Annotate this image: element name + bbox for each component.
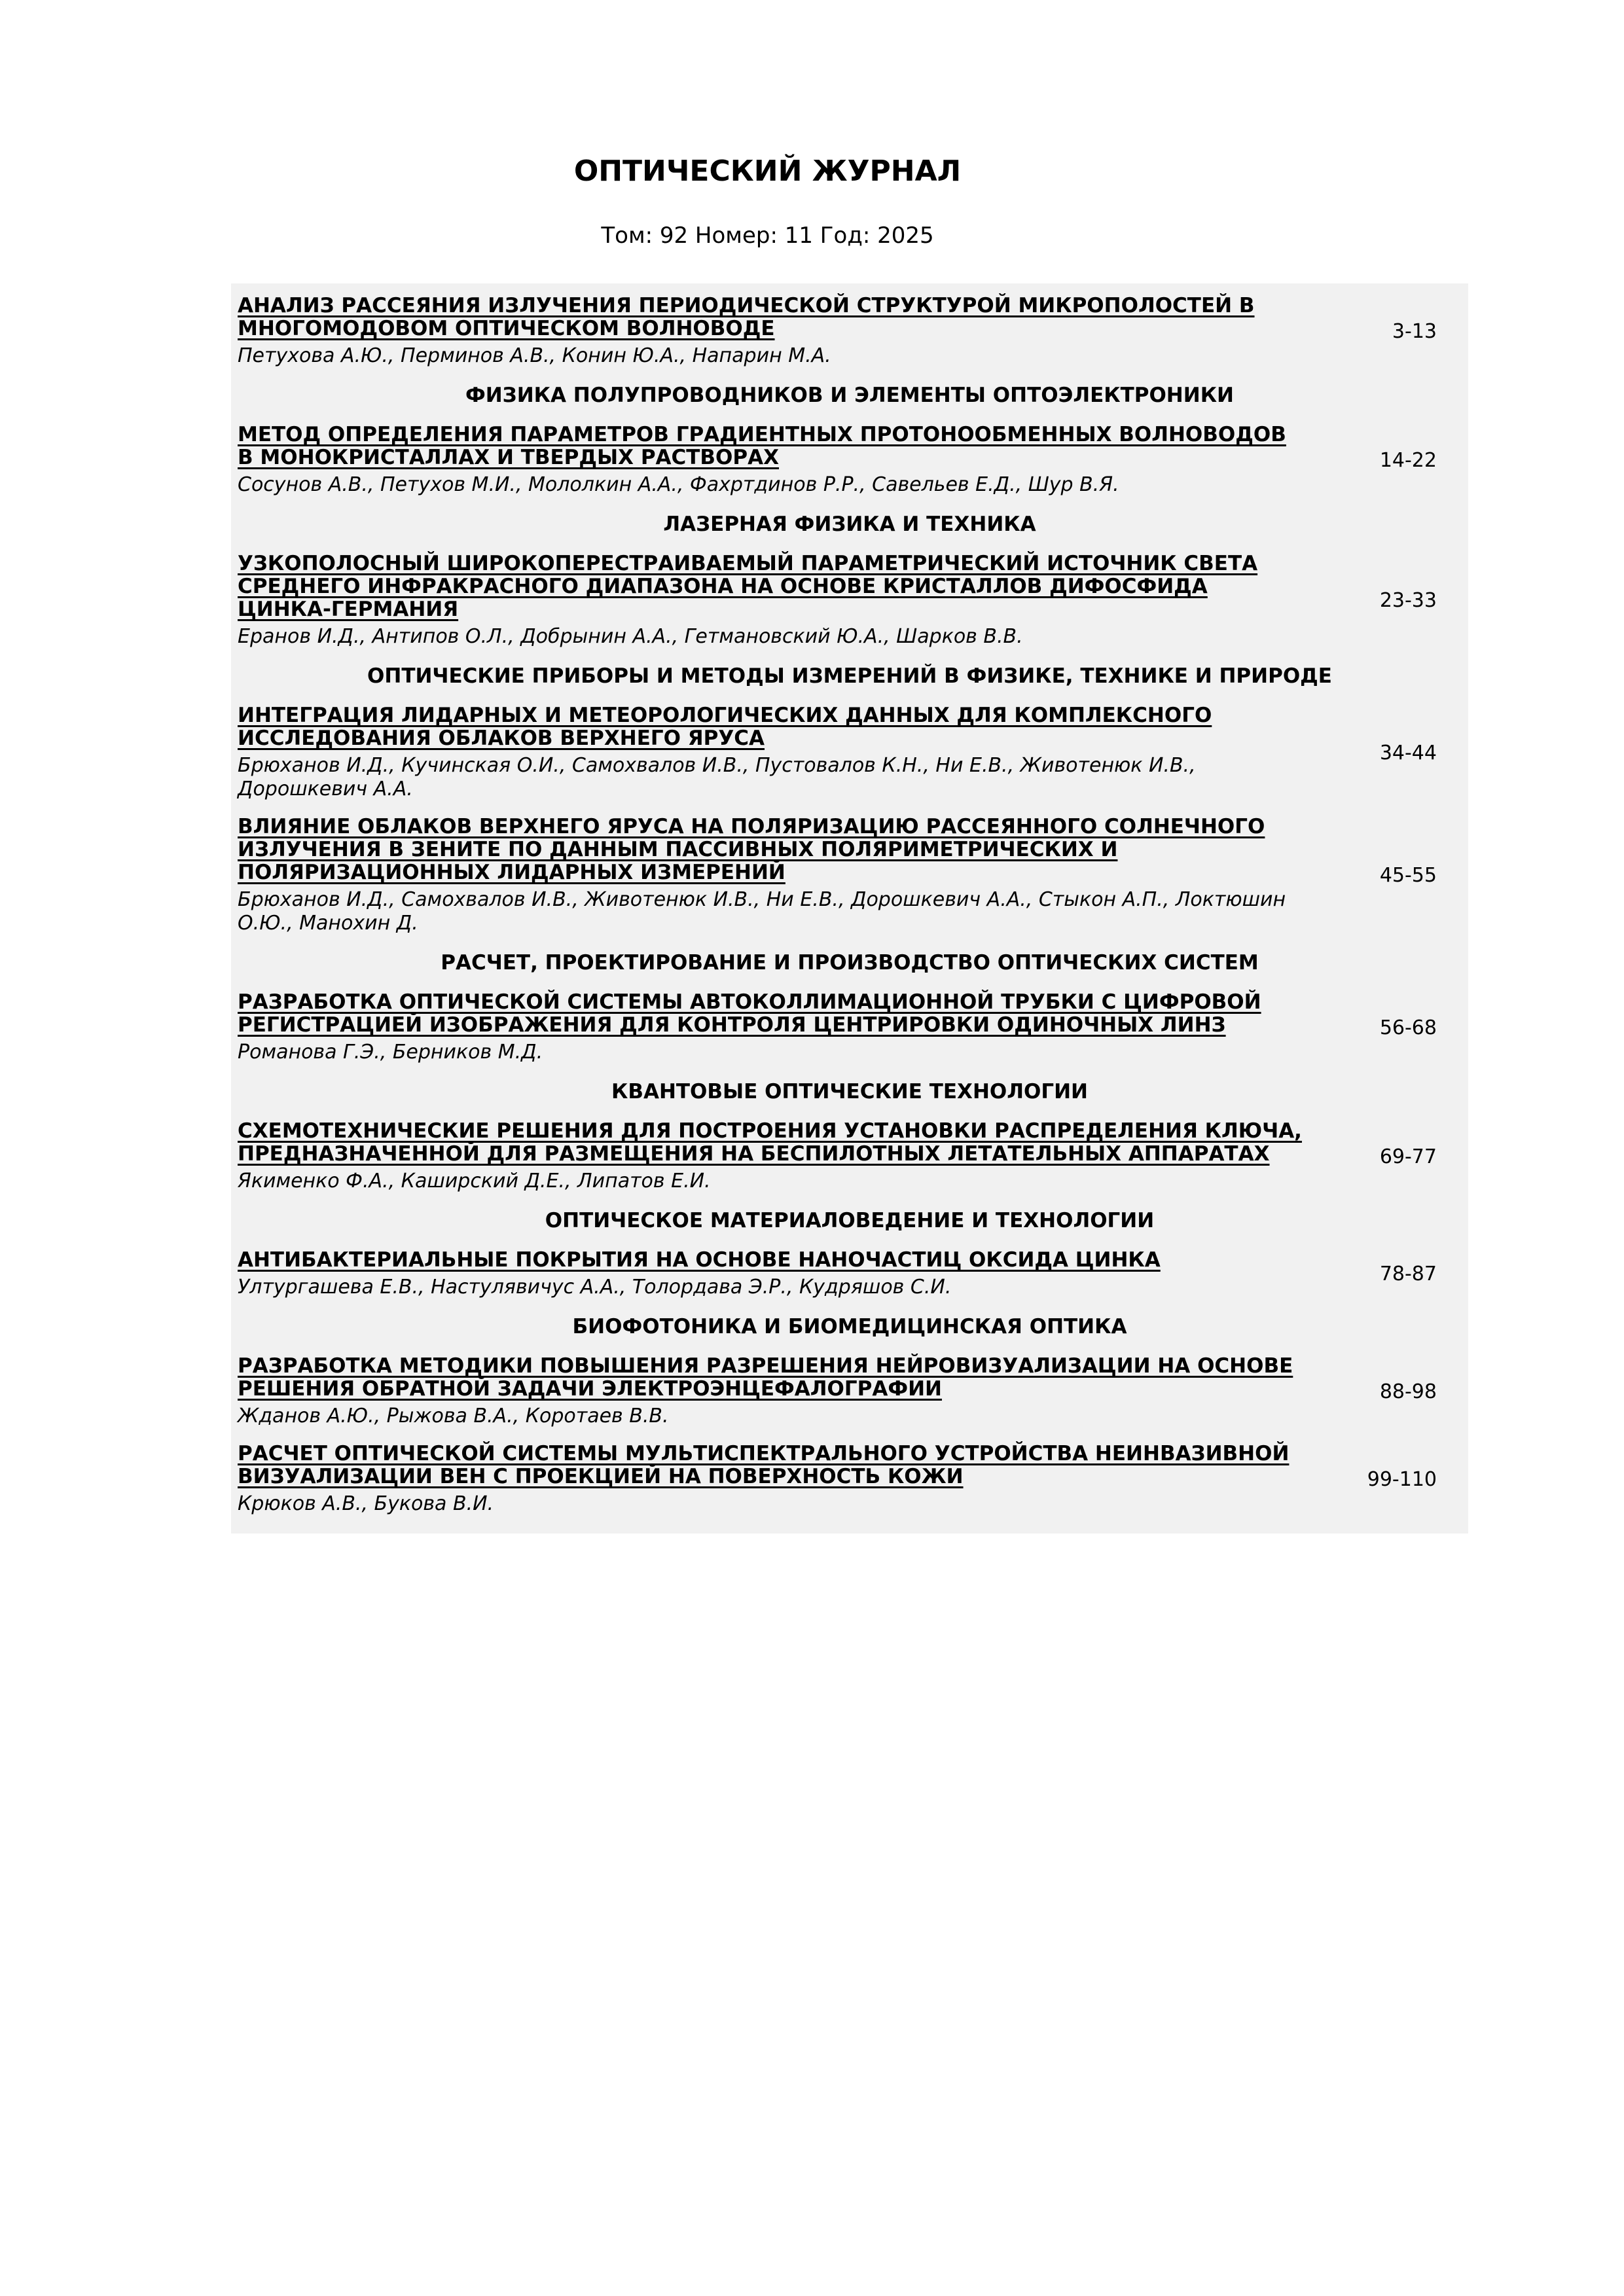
article-authors: Крюков А.В., Букова В.И. <box>238 1492 494 1515</box>
article-page-range: 56-68 <box>1379 1016 1437 1039</box>
article-title-link[interactable]: ИНТЕГРАЦИЯ ЛИДАРНЫХ И МЕТЕОРОЛОГИЧЕСКИХ ДАННЫХ ДЛЯ КОМПЛЕКСНОГО ИССЛЕДОВАНИЯ ОБЛАКОВ ВЕРХНЕГО ЯРУСА <box>238 704 1212 750</box>
article-authors: Якименко Ф.А., Каширский Д.Е., Липатов Е.И. <box>238 1170 711 1193</box>
article-title-link[interactable]: ВЛИЯНИЕ ОБЛАКОВ ВЕРХНЕГО ЯРУСА НА ПОЛЯРИЗАЦИЮ РАССЕЯННОГО СОЛНЕЧНОГО ИЗЛУЧЕНИЯ В ЗЕНИТЕ ПО ДАННЫМ ПАССИВНЫХ ПОЛЯРИМЕТРИЧЕСКИХ И ПОЛЯРИЗАЦИОННЫХ ЛИДАРНЫХ ИЗМЕРЕНИЙ <box>238 815 1265 884</box>
toc-article-main <box>238 816 1326 935</box>
article-authors: Петухова А.Ю., Перминов А.В., Конин Ю.А., Напарин М.А. <box>238 344 831 367</box>
toc-article-row <box>231 545 1468 656</box>
toc-article-main <box>238 295 1326 368</box>
journal-title: ОПТИЧЕСКИЙ ЖУРНАЛ <box>573 154 962 188</box>
article-pages-cell <box>1326 1443 1462 1516</box>
toc-section-heading: ФИЗИКА ПОЛУПРОВОДНИКОВ И ЭЛЕМЕНТЫ ОПТОЭЛЕКТРОНИКИ <box>465 384 1234 407</box>
article-title-link[interactable]: АНАЛИЗ РАССЕЯНИЯ ИЗЛУЧЕНИЯ ПЕРИОДИЧЕСКОЙ СТРУКТУРОЙ МИКРОПОЛОСТЕЙ В МНОГОМОДОВОМ ОПТИЧЕСКОМ ВОЛНОВОДЕ <box>238 294 1255 340</box>
toc-article-main <box>238 1120 1326 1193</box>
article-pages-cell <box>1326 816 1462 935</box>
article-page-range: 88-98 <box>1379 1380 1437 1403</box>
toc-article-row <box>231 808 1468 942</box>
article-page-range: 78-87 <box>1379 1263 1437 1285</box>
toc-article-row <box>231 287 1468 375</box>
toc-list <box>231 287 1468 1523</box>
article-title-link[interactable]: СХЕМОТЕХНИЧЕСКИЕ РЕШЕНИЯ ДЛЯ ПОСТРОЕНИЯ УСТАНОВКИ РАСПРЕДЕЛЕНИЯ КЛЮЧА, ПРЕДНАЗНАЧЕННОЙ ДЛЯ РАЗМЕЩЕНИЯ НА БЕСПИЛОТНЫХ ЛЕТАТЕЛЬНЫХ АППАРАТАХ <box>238 1119 1302 1166</box>
article-pages-cell <box>1326 552 1462 649</box>
article-authors: Брюханов И.Д., Кучинская О.И., Самохвалов И.В., Пустовалов К.Н., Ни Е.В., Животенюк И.В., Дорошкевич А.А. <box>238 754 1196 800</box>
toc-article-row <box>231 1113 1468 1200</box>
toc-article-main <box>238 1355 1326 1428</box>
toc-article-row <box>231 1242 1468 1306</box>
toc-article-main <box>238 1443 1326 1516</box>
article-page-range: 45-55 <box>1379 864 1437 887</box>
article-page-range: 3-13 <box>1392 319 1437 343</box>
article-title-link[interactable]: АНТИБАКТЕРИАЛЬНЫЕ ПОКРЫТИЯ НА ОСНОВЕ НАНОЧАСТИЦ ОКСИДА ЦИНКА <box>238 1248 1161 1272</box>
toc-article-main <box>238 1249 1326 1299</box>
article-page-range: 23-33 <box>1379 589 1437 612</box>
article-title-link[interactable]: УЗКОПОЛОСНЫЙ ШИРОКОПЕРЕСТРАИВАЕМЫЙ ПАРАМЕТРИЧЕСКИЙ ИСТОЧНИК СВЕТА СРЕДНЕГО ИНФРАКРАСНОГО ДИАПАЗОНА НА ОСНОВЕ КРИСТАЛЛОВ ДИФОСФИДА ЦИНКА-ГЕРМАНИЯ <box>238 552 1258 621</box>
toc-section-heading: ОПТИЧЕСКОЕ МАТЕРИАЛОВЕДЕНИЕ И ТЕХНОЛОГИИ <box>545 1209 1155 1232</box>
article-pages-cell <box>1326 295 1462 368</box>
toc-article-row <box>231 697 1468 808</box>
page-header <box>0 154 1535 188</box>
toc-section-heading: ОПТИЧЕСКИЕ ПРИБОРЫ И МЕТОДЫ ИЗМЕРЕНИЙ В ФИЗИКЕ, ТЕХНИКЕ И ПРИРОДЕ <box>367 664 1332 688</box>
article-authors: Брюханов И.Д., Самохвалов И.В., Животенюк И.В., Ни Е.В., Дорошкевич А.А., Стыкон А.П., Локтюшин О.Ю., Манохин Д. <box>238 888 1286 935</box>
article-authors: Ултургашева Е.В., Настулявичус А.А., Толордава Э.Р., Кудряшов С.И. <box>238 1276 952 1299</box>
toc-article-row <box>231 416 1468 504</box>
article-authors: Романова Г.Э., Берников М.Д. <box>238 1041 543 1064</box>
toc-section-heading: ЛАЗЕРНАЯ ФИЗИКА И ТЕХНИКА <box>663 512 1036 536</box>
article-page-range: 69-77 <box>1379 1145 1437 1168</box>
issue-info: Том: 92 Номер: 11 Год: 2025 <box>601 223 934 249</box>
article-page-range: 14-22 <box>1379 448 1437 472</box>
article-pages-cell <box>1326 704 1462 801</box>
toc-section-heading: БИОФОТОНИКА И БИОМЕДИЦИНСКАЯ ОПТИКА <box>572 1315 1127 1338</box>
article-pages-cell <box>1326 991 1462 1064</box>
article-authors: Жданов А.Ю., Рыжова В.А., Коротаев В.В. <box>238 1405 669 1427</box>
toc-section-heading: КВАНТОВЫЕ ОПТИЧЕСКИЕ ТЕХНОЛОГИИ <box>611 1080 1088 1103</box>
article-page-range: 99-110 <box>1367 1467 1437 1491</box>
article-title-link[interactable]: РАСЧЕТ ОПТИЧЕСКОЙ СИСТЕМЫ МУЛЬТИСПЕКТРАЛЬНОГО УСТРОЙСТВА НЕИНВАЗИВНОЙ ВИЗУАЛИЗАЦИИ ВЕН С ПРОЕКЦИЕЙ НА ПОВЕРХНОСТЬ КОЖИ <box>238 1442 1290 1488</box>
toc-article-main <box>238 991 1326 1064</box>
toc-article-row <box>231 1435 1468 1523</box>
article-title-link[interactable]: МЕТОД ОПРЕДЕЛЕНИЯ ПАРАМЕТРОВ ГРАДИЕНТНЫХ ПРОТОНООБМЕННЫХ ВОЛНОВОДОВ В МОНОКРИСТАЛЛАХ И ТВЕРДЫХ РАСТВОРАХ <box>238 423 1286 469</box>
article-pages-cell <box>1326 1120 1462 1193</box>
toc-article-row <box>231 984 1468 1071</box>
toc-article-row <box>231 1348 1468 1435</box>
article-authors: Сосунов А.В., Петухов М.И., Мололкин А.А., Фахртдинов Р.Р., Савельев Е.Д., Шур В.Я. <box>238 473 1119 496</box>
toc-article-main <box>238 423 1326 497</box>
toc-box <box>231 283 1468 1534</box>
toc-section-heading: РАСЧЕТ, ПРОЕКТИРОВАНИЕ И ПРОИЗВОДСТВО ОПТИЧЕСКИХ СИСТЕМ <box>441 951 1259 975</box>
article-title-link[interactable]: РАЗРАБОТКА МЕТОДИКИ ПОВЫШЕНИЯ РАЗРЕШЕНИЯ НЕЙРОВИЗУАЛИЗАЦИИ НА ОСНОВЕ РЕШЕНИЯ ОБРАТНОЙ ЗАДАЧИ ЭЛЕКТРОЭНЦЕФАЛОГРАФИИ <box>238 1354 1293 1401</box>
article-pages-cell <box>1326 423 1462 497</box>
toc-article-main <box>238 552 1326 649</box>
article-pages-cell <box>1326 1355 1462 1428</box>
article-title-link[interactable]: РАЗРАБОТКА ОПТИЧЕСКОЙ СИСТЕМЫ АВТОКОЛЛИМАЦИОННОЙ ТРУБКИ С ЦИФРОВОЙ РЕГИСТРАЦИЕЙ ИЗОБРАЖЕНИЯ ДЛЯ КОНТРОЛЯ ЦЕНТРИРОВКИ ОДИНОЧНЫХ ЛИНЗ <box>238 990 1261 1037</box>
toc-article-main <box>238 704 1326 801</box>
article-authors: Еранов И.Д., Антипов О.Л., Добрынин А.А., Гетмановский Ю.А., Шарков В.В. <box>238 625 1023 648</box>
article-page-range: 34-44 <box>1379 741 1437 764</box>
article-pages-cell <box>1326 1249 1462 1299</box>
